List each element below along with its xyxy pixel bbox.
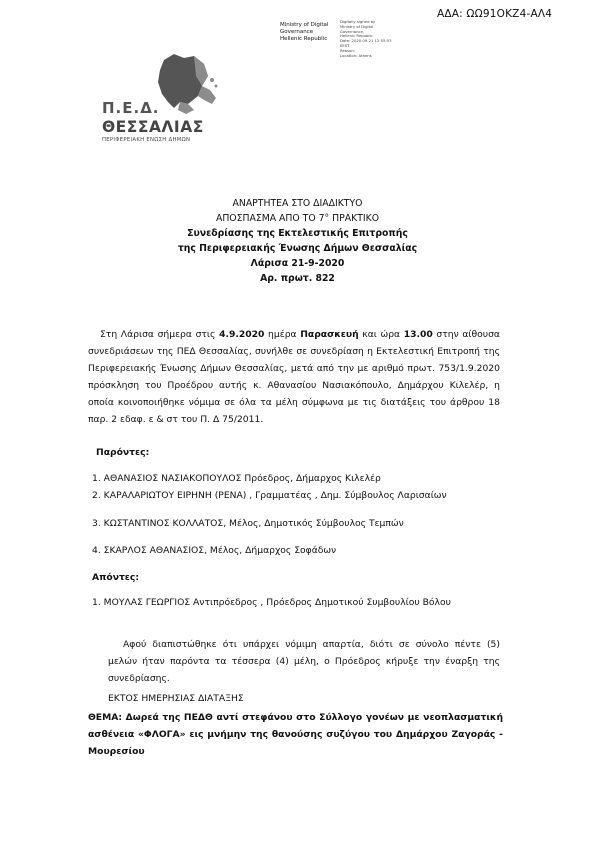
out-of-agenda-label: ΕΚΤΟΣ ΗΜΕΡΗΣΙΑΣ ΔΙΑΤΑΞΗΣ [108, 693, 244, 704]
meeting-date: 4.9.2020 [219, 329, 265, 340]
signature-detail-line: Reason: [340, 47, 356, 53]
meeting-paragraph [88, 326, 500, 428]
meeting-day: Παρασκευή [300, 329, 359, 340]
signature-detail-line: Location: Athens [340, 52, 372, 58]
logo-acronym: Π.Ε.Δ. [102, 99, 160, 117]
paragraph-text: ημέρα [264, 329, 301, 340]
header-extract-title: ΑΠΟΣΠΑΣΜΑ ΑΠΟ ΤΟ 7° ΠΡΑΚΤΙΚΟ [215, 213, 380, 224]
digital-signature-details [340, 20, 392, 58]
signature-detail-line: Governance, [340, 28, 365, 34]
subject-text: ΘΕΜΑ: Δωρεά της ΠΕΔΘ αντί στεφάνου στο Σύλλογο γονέων με νεοπλασματική ασθένεια «ΦΛΟΓΑ» εις μνήμην της θανούσης συζύγου του Δημάρχου Ζαγοράς - Μουρεσίου [88, 712, 503, 757]
quorum-paragraph [108, 636, 500, 687]
paragraph-text: στην αίθουσα συνεδριάσεων της ΠΕΔ Θεσσαλίας, συνήλθε σε συνεδρίαση η Εκτελεστική Επιτροπή της Περιφερειακής Ένωσης Δήμων Θεσσαλίας, μετά από την με αριθμό πρωτ. 753/1.9.2020 πρόσκληση του Προέδρου αυτής κ. Αθανασίου Νασιακόπουλο, Δημάρχου Κιλελέρ, η οποία κοινοποιήθηκε νόμιμα σε όλα τα μέλη σύμφωνα με τις διατάξεις του άρθρου 18 παρ. 2 εδαφ. ε & στ του Π. Δ 75/2011. [88, 329, 500, 425]
header-organization: της Περιφερειακής Ένωσης Δήμων Θεσσαλίας [177, 243, 418, 254]
signature-line: Ministry of Digital [280, 22, 329, 28]
signature-detail-line: EEST [340, 42, 350, 48]
header-place-date: Λάρισα 21-9-2020 [250, 258, 345, 269]
present-member: 2. ΚΑΡΑΛΑΡΙΩΤΟΥ ΕΙΡΗΝΗ (ΡΕΝΑ) , Γραμματέας , Δημ. Σύμβουλος Λαρισαίων [92, 490, 447, 501]
signature-detail-line: Hellenic Republic [340, 33, 373, 39]
present-member: 1. ΑΘΑΝΑΣΙΟΣ ΝΑΣΙΑΚΟΠΟΥΛΟΣ Πρόεδρος, Δήμαρχος Κιλελέρ [92, 473, 381, 484]
present-member: 4. ΣΚΑΡΛΟΣ ΑΘΑΝΑΣΙΟΣ, Μέλος, Δήμαρχος Σοφάδων [92, 545, 337, 556]
quorum-text: Αφού διαπιστώθηκε ότι υπάρχει νόμιμη απαρτία, διότι σε σύνολο πέντε (5) μελών ήταν παρόντα τα τέσσερα (4) μέλη, ο Πρόεδρος κήρυξε την έναρξη της συνεδρίασης. [108, 639, 500, 684]
logo-subtitle: ΠΕΡΙΦΕΡΕΙΑΚΗ ΕΝΩΣΗ ΔΗΜΩΝ [102, 137, 191, 143]
paragraph-text: και ώρα [358, 329, 404, 340]
signature-detail-line: Date: 2020.09.21 12:55:53 [340, 38, 392, 44]
meeting-time: 13.00 [403, 329, 433, 340]
absent-heading: Απόντες: [92, 572, 140, 583]
present-member: 3. ΚΩΣΤΑΝΤΙΝΟΣ ΚΟΛΛΑΤΟΣ, Μέλος, Δημοτικός Σύμβουλος Τεμπών [92, 518, 404, 529]
thessaly-map-icon [150, 52, 220, 122]
signature-line: Governance [280, 28, 314, 35]
header-protocol-number: Αρ. πρωτ. 822 [260, 273, 335, 284]
digital-signature-label [280, 22, 328, 42]
paragraph-text: Στη Λάρισα σήμερα στις [100, 329, 220, 340]
present-heading: Παρόντες: [96, 447, 150, 458]
subject-block [88, 709, 503, 760]
signature-line: Hellenic Republic [280, 35, 328, 42]
signature-detail-line: Ministry of Digital [340, 23, 374, 29]
header-meeting-title: Συνεδρίασης της Εκτελεστικής Επιτροπής [187, 228, 408, 239]
header-posting-note: ΑΝΑΡΤΗΤΕΑ ΣΤΟ ΔΙΑΔΙΚΤΥΟ [232, 198, 363, 209]
ada-code: ΑΔΑ: ΩΩ91ΟΚΖ4-ΑΛ4 [437, 8, 553, 20]
ped-thessalias-logo [92, 52, 222, 152]
document-header [0, 196, 595, 286]
logo-name: ΘΕΣΣΑΛΙΑΣ [102, 118, 204, 136]
absent-member: 1. ΜΟΥΛΑΣ ΓΕΩΡΓΙΟΣ Αντιπρόεδρος , Πρόεδρος Δημοτικού Συμβουλίου Βόλου [92, 597, 451, 608]
signature-detail-line: Digitally signed by [340, 19, 376, 24]
